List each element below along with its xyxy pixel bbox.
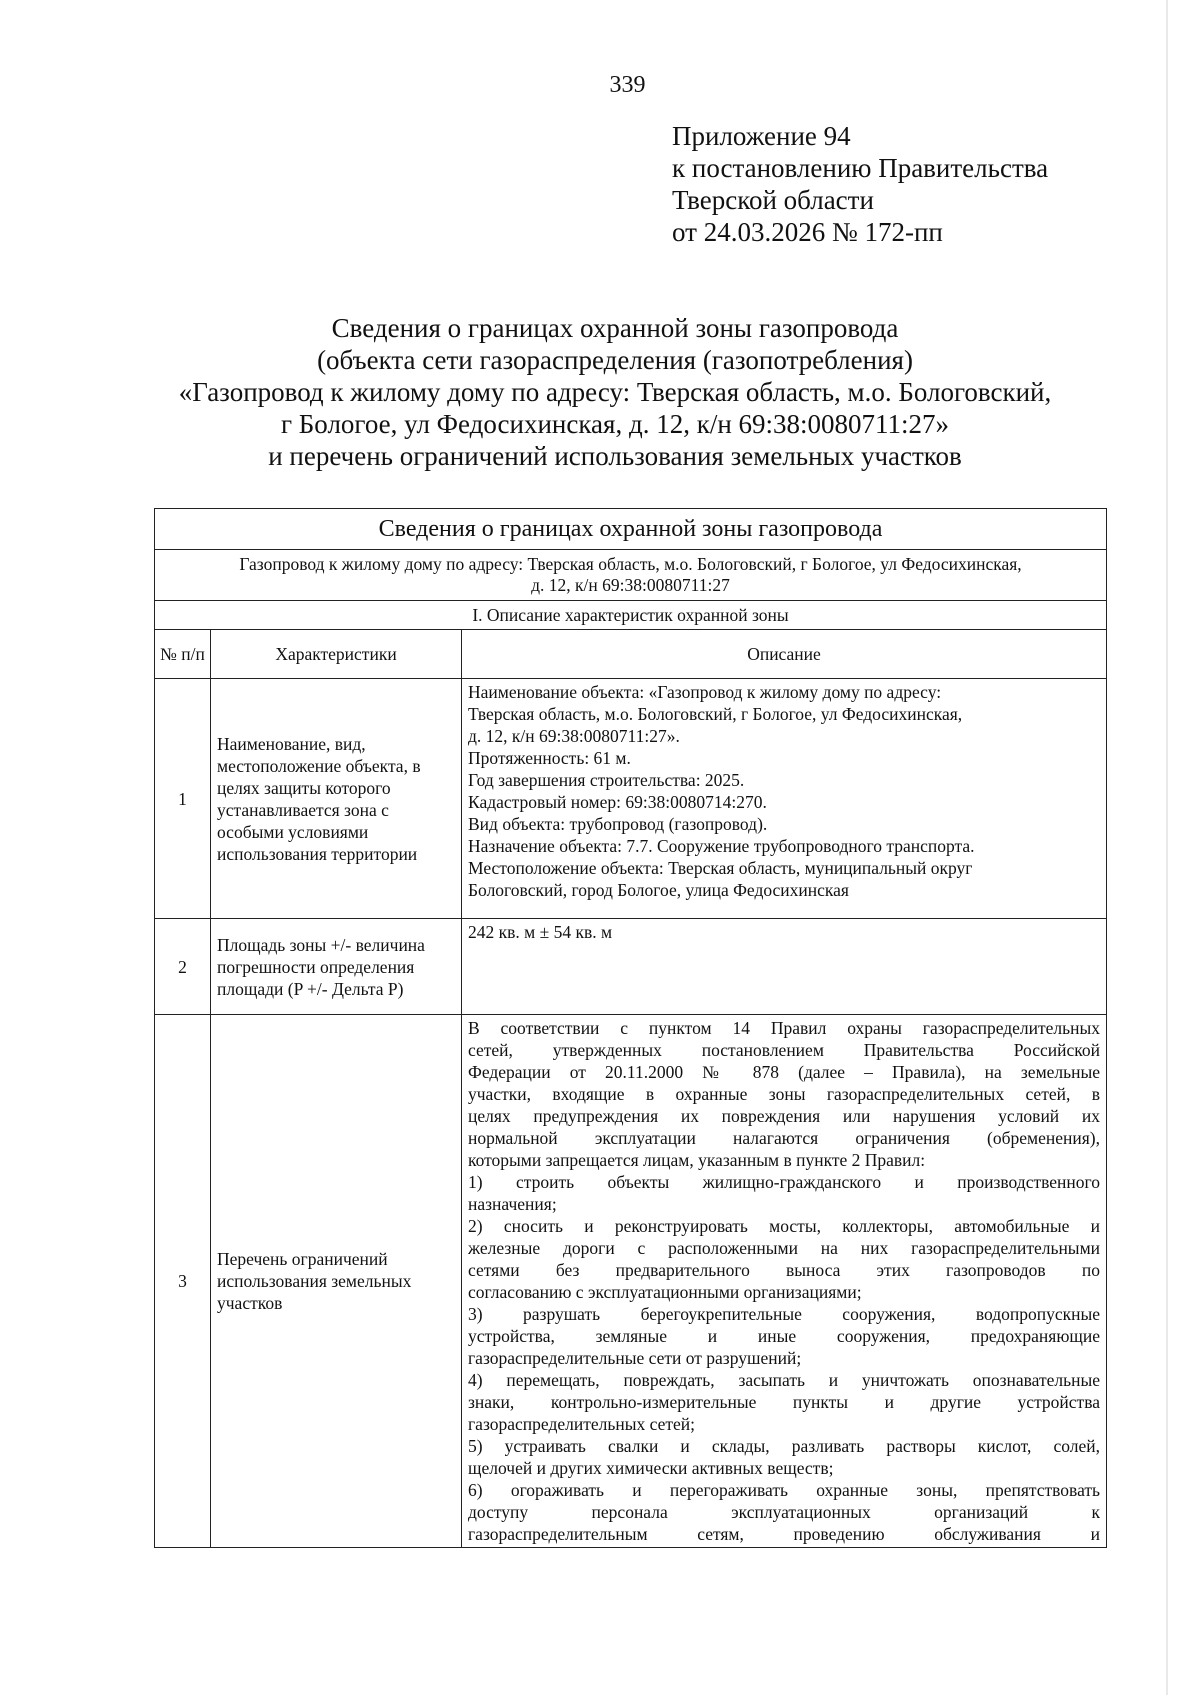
row-characteristic: Площадь зоны +/- величина погрешности определения площади (P +/- Дельта P) [211,919,462,1015]
appendix-block [672,120,1048,248]
description-line: целях предупреждения их повреждения или нарушения условий их [468,1106,1101,1126]
title-line: и перечень ограничений использования земельных участков [268,441,962,471]
column-header-number: № п/п [155,630,211,679]
description-line: 242 кв. м ± 54 кв. м [468,922,613,942]
description-line: устройства, земляные и иные сооружения, предохраняющие [468,1326,1101,1346]
description-line: Год завершения строительства: 2025. [468,770,745,790]
appendix-line: Тверской области [672,185,874,215]
description-line: 4) перемещать, повреждать, засыпать и уничтожать опознавательные [468,1370,1101,1390]
table-row [155,679,1107,919]
description-line: знаки, контрольно-измерительные пункты и другие устройства [468,1392,1101,1412]
table-row [155,1015,1107,1548]
row-description [462,679,1107,919]
scan-edge-line [1166,0,1168,1695]
description-line: сетей, утвержденных постановлением Правительства Российской [468,1040,1101,1060]
description-line: нормальной эксплуатации налагаются ограничения (обременения), [468,1128,1101,1148]
page-number: 339 [609,72,646,98]
row-number: 3 [155,1015,211,1548]
description-line: назначения; [468,1194,557,1214]
description-line: Тверская область, м.о. Бологовский, г Бологое, ул Федосихинская, [468,704,963,724]
title-line: г Бологое, ул Федосихинская, д. 12, к/н 69:38:0080711:27» [280,409,950,439]
description-line: Вид объекта: трубопровод (газопровод). [468,814,768,834]
description-line: 3) разрушать берегоукрепительные сооружения, водопропускные [468,1304,1101,1324]
column-header-description: Описание [462,630,1107,679]
description-line: Назначение объекта: 7.7. Сооружение трубопроводного транспорта. [468,836,975,856]
description-line: железные дороги с расположенными на них газораспределительными [468,1238,1101,1258]
table-section-title: I. Описание характеристик охранной зоны [155,601,1107,630]
zone-table [154,508,1107,1548]
description-line: Федерации от 20.11.2000 № 878 (далее – Правила), на земельные [468,1062,1101,1082]
description-line: Кадастровый номер: 69:38:0080714:270. [468,792,767,812]
column-header-characteristic: Характеристики [211,630,462,679]
description-line: согласованию с эксплуатационными организациями; [468,1282,862,1302]
description-line: щелочей и других химически активных веществ; [468,1458,834,1478]
description-line: газораспределительным сетям, проведению обслуживания и [468,1524,1101,1544]
description-line: участки, входящие в охранные зоны газораспределительных сетей, в [468,1084,1101,1104]
description-line: 5) устраивать свалки и склады, разливать растворы кислот, солей, [468,1436,1101,1456]
title-line: Сведения о границах охранной зоны газопровода [331,313,899,343]
object-line: Газопровод к жилому дому по адресу: Тверская область, м.о. Бологовский, г Бологое, ул Федосихинская, [239,554,1022,574]
table-object-name [155,550,1107,601]
description-line: 2) сносить и реконструировать мосты, коллекторы, автомобильные и [468,1216,1101,1236]
table-heading: Сведения о границах охранной зоны газопровода [155,509,1107,550]
description-line: Протяженность: 61 м. [468,748,631,768]
document-title [120,312,1110,472]
title-line: (объекта сети газораспределения (газопотребления) [317,345,913,375]
description-line: 6) огораживать и перегораживать охранные зоны, препятствовать [468,1480,1101,1500]
table-row [155,919,1107,1015]
description-line: д. 12, к/н 69:38:0080711:27». [468,726,680,746]
row-number: 2 [155,919,211,1015]
description-line: Бологовский, город Бологое, улица Федосихинская [468,880,849,900]
row-number: 1 [155,679,211,919]
description-line: Наименование объекта: «Газопровод к жилому дому по адресу: [468,682,942,702]
description-line: которыми запрещается лицам, указанным в пункте 2 Правил: [468,1150,926,1170]
description-line: В соответствии с пунктом 14 Правил охраны газораспределительных [468,1018,1101,1038]
description-line: 1) строить объекты жилищно-гражданского и производственного [468,1172,1101,1192]
row-characteristic: Перечень ограничений использования земельных участков [211,1015,462,1548]
object-line: д. 12, к/н 69:38:0080711:27 [531,575,730,595]
title-line: «Газопровод к жилому дому по адресу: Тверская область, м.о. Бологовский, [178,377,1052,407]
row-description [462,1015,1107,1548]
description-line: сетями без предварительного выноса этих газопроводов по [468,1260,1101,1280]
description-line: доступу персонала эксплуатационных организаций к [468,1502,1101,1522]
appendix-line: к постановлению Правительства [672,153,1049,183]
row-characteristic: Наименование, вид, местоположение объекта, в целях защиты которого устанавливается зона с особыми условиями использования территории [211,679,462,919]
description-line: газораспределительных сетей; [468,1414,695,1434]
description-line: газораспределительные сети от разрушений; [468,1348,802,1368]
appendix-line: от 24.03.2026 № 172-пп [672,217,943,247]
description-line: Местоположение объекта: Тверская область, муниципальный округ [468,858,973,878]
row-description [462,919,1107,1015]
appendix-line: Приложение 94 [672,121,851,151]
